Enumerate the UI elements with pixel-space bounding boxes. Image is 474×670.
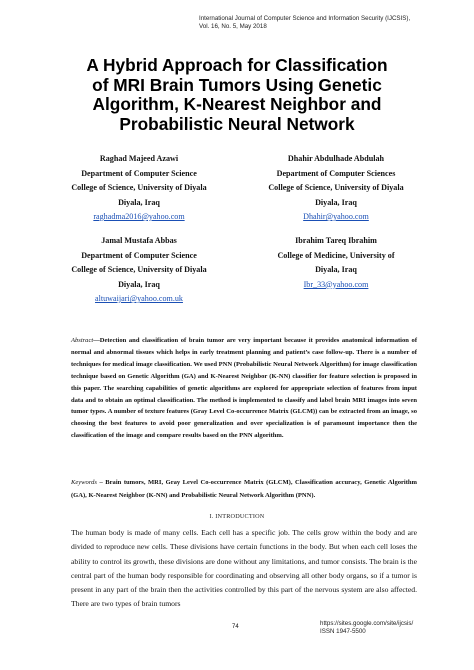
author-location: Diyala, Iraq <box>315 197 357 207</box>
author-email-link[interactable]: altuwaijari@yahoo.com.uk <box>95 294 183 303</box>
title-line: of MRI Brain Tumors Using Genetic <box>92 74 382 95</box>
journal-url-link[interactable]: https://sites.google.com/site/ijcsis/ <box>320 620 414 627</box>
author-email-link[interactable]: raghadma2016@yahoo.com <box>93 212 185 221</box>
author-department: Department of Computer Science <box>81 168 197 178</box>
issn: ISSN 1947-5500 <box>320 627 366 635</box>
author-department: College of Medicine, University of <box>277 250 395 260</box>
title-line: Probabilistic Neural Network <box>119 113 355 134</box>
author-name: Raghad Majeed Azawi <box>99 154 179 163</box>
author-department: Department of Computer Science <box>81 250 197 260</box>
author-block <box>236 152 436 225</box>
keywords-label: Keywords <box>71 479 97 486</box>
author-block <box>236 234 436 292</box>
author-location: Diyala, Iraq <box>118 197 160 207</box>
abstract-label: Abstract <box>71 337 94 344</box>
abstract-text: —Detection and classification of brain tumor are very important because it provides anatomical information of normal and abnormal tissues which helps in early treatment planning and patient’s case follow-up. There is a number of techniques for medical image classification. We used PNN (Probabilistic Neural Network Algorithm) for image classification technique based on Genetic Algorithm (GA) and K-Nearest Neighbor (K-NN) classifier for feature selection is proposed in this paper. The searching capabilities of genetic algorithms are explored for appropriate selection of features from input data and to obtain an optimal classification. The method is implemented to classify and label brain MRI images into seven tumor types. A number of texture features (Gray Level Co-occurrence Matrix (GLCM)) can be extracted from an image, so choosing the best features to avoid poor generalization and over specialization is of paramount importance then the classification of the image and compare results based on the PNN algorithm. <box>71 337 417 440</box>
author-institution: College of Science, University of Diyala <box>71 265 207 274</box>
author-location: Diyala, Iraq <box>118 279 160 289</box>
journal-name: International Journal of Computer Science and Information Security (IJCSIS), <box>199 15 411 22</box>
journal-issue: Vol. 16, No. 5, May 2018 <box>199 23 267 30</box>
journal-header <box>199 15 410 31</box>
abstract <box>71 335 417 442</box>
author-email-link[interactable]: Dhahir@yahoo.com <box>303 212 369 221</box>
keywords <box>71 476 417 502</box>
title-line: A Hybrid Approach for Classification <box>86 55 388 75</box>
author-name: Jamal Mustafa Abbas <box>101 236 177 245</box>
introduction-paragraph: The human body is made of many cells. Each cell has a specific job. The cells grow within the body and are divided to reproduce new cells. These divisions have certain functions in the body. But when each cell loses the ability to control its growth, these divisions are done without any limitations, and tumor consists. The brain is the central part of the human body responsible for coordinating and observing all other body organs, so if a tumor is present in any part of the brain then the activities controlled by this part of the nervous system are also affected. There are two types of brain tumors <box>71 528 417 609</box>
keywords-text: – Brain tumors, MRI, Gray Level Co-occurrence Matrix (GLCM), Classification accuracy, Genetic Algorithm (GA), K-Nearest Neighbor (K-NN) and Probabilistic Neural Network Algorithm (PNN). <box>71 479 417 499</box>
author-name: Dhahir Abdulhade Abdulah <box>287 154 385 163</box>
paper-title <box>20 56 454 134</box>
author-email-link[interactable]: Ibr_33@yahoo.com <box>303 279 369 289</box>
author-block <box>39 234 239 307</box>
page-number: 74 <box>232 624 239 630</box>
author-institution: Diyala, Iraq <box>315 265 357 274</box>
author-department: Department of Computer Sciences <box>276 168 396 178</box>
footer-info <box>320 620 413 635</box>
author-institution: College of Science, University of Diyala <box>268 183 404 192</box>
title-line: Algorithm, K-Nearest Neighbor and <box>92 94 382 115</box>
author-institution: College of Science, University of Diyala <box>71 183 207 192</box>
author-block <box>39 152 239 225</box>
author-name: Ibrahim Tareq Ibrahim <box>295 236 377 245</box>
section-heading: I. INTRODUCTION <box>209 513 265 520</box>
